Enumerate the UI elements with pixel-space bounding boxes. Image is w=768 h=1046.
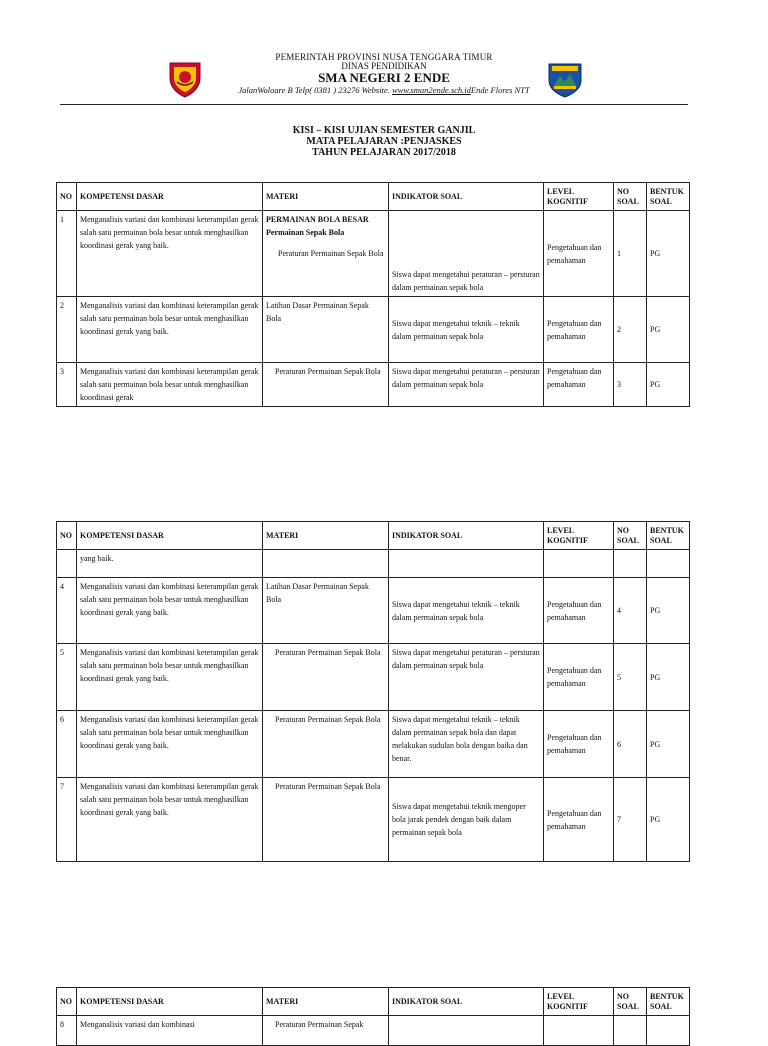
col-no-soal: NO SOAL <box>614 522 647 550</box>
row-no-soal: 1 <box>614 211 647 297</box>
address-prefix: JalanWoloare B Telp( 0381 ) 23276 Website. <box>238 85 392 95</box>
grid-table-page-2 <box>56 521 690 862</box>
table-row-continued <box>57 550 690 578</box>
row-bentuk: PG <box>647 578 690 644</box>
row-no: 2 <box>57 297 77 363</box>
table-row <box>57 1016 690 1046</box>
col-bentuk: BENTUK SOAL <box>647 988 690 1016</box>
row-materi <box>263 211 389 297</box>
row-kompetensi: Menganalisis variasi dan kombinasi keterampilan gerak salah satu permainan bola besar untuk menghasilkan koordinasi gerak yang baik. <box>77 297 263 363</box>
row-no: 1 <box>57 211 77 297</box>
col-indikator: INDIKATOR SOAL <box>389 988 544 1016</box>
row-bentuk: PG <box>647 644 690 711</box>
row-level: Pengetahuan dan pemahaman <box>544 578 614 644</box>
row-level: Pengetahuan dan pemahaman <box>544 297 614 363</box>
government-line: PEMERINTAH PROVINSI NUSA TENGGARA TIMUR <box>275 52 493 62</box>
col-kompetensi: KOMPETENSI DASAR <box>77 183 263 211</box>
row-kompetensi: Menganalisis variasi dan kombinasi keterampilan gerak salah satu permainan bola besar untuk menghasilkan koordinasi gerak yang baik. <box>77 211 263 297</box>
col-bentuk: BENTUK SOAL <box>647 183 690 211</box>
row-kompetensi: Menganalisis variasi dan kombinasi keterampilan gerak salah satu permainan bola besar untuk menghasilkan koordinasi gerak yang baik. <box>77 644 263 711</box>
table-row <box>57 363 690 407</box>
grid-table-page-1 <box>56 182 690 407</box>
row-indikator: Siswa dapat mengetahui peraturan – persturan dalam permainan sepak bola <box>389 363 544 407</box>
table-row <box>57 711 690 778</box>
document-title <box>0 125 768 158</box>
row-materi: Peraturan Permainan Sepak <box>263 1016 389 1046</box>
row-no-soal: 2 <box>614 297 647 363</box>
row-materi: Peraturan Permainan Sepak Bola <box>263 363 389 407</box>
row-bentuk: PG <box>647 297 690 363</box>
col-bentuk: BENTUK SOAL <box>647 522 690 550</box>
col-no: NO <box>57 183 77 211</box>
col-level: LEVEL KOGNITIF <box>544 522 614 550</box>
row-bentuk: PG <box>647 778 690 862</box>
row-indikator: Siswa dapat mengetahui teknik – teknik dalam permainan sepak bola <box>389 578 544 644</box>
row-materi: Latihan Dasar Permainan Sepak Bola <box>263 578 389 644</box>
row-level: Pengetahuan dan pemahaman <box>544 644 614 711</box>
col-materi: MATERI <box>263 988 389 1016</box>
row-kompetensi: yang baik. <box>77 550 263 578</box>
row-indikator: Siswa dapat mengetahui teknik mengoper bola jarak pendek dengan baik dalam permainan sepak bola <box>389 778 544 862</box>
row-no-soal: 3 <box>614 363 647 407</box>
row-kompetensi: Menganalisis variasi dan kombinasi keterampilan gerak salah satu permainan bola besar untuk menghasilkan koordinasi gerak <box>77 363 263 407</box>
col-no-soal: NO SOAL <box>614 183 647 211</box>
row-kompetensi: Menganalisis variasi dan kombinasi keterampilan gerak salah satu permainan bola besar untuk menghasilkan koordinasi gerak yang baik. <box>77 778 263 862</box>
row-no-soal: 7 <box>614 778 647 862</box>
row-materi: Peraturan Permainan Sepak Bola <box>263 778 389 862</box>
row-bentuk: PG <box>647 711 690 778</box>
row-no: 4 <box>57 578 77 644</box>
school-name: SMA NEGERI 2 ENDE <box>318 70 450 85</box>
materi-heading: PERMAINAN BOLA BESAR <box>266 215 369 224</box>
table-row <box>57 297 690 363</box>
col-materi: MATERI <box>263 522 389 550</box>
row-materi: Latihan Dasar Permainan Sepak Bola <box>263 297 389 363</box>
col-kompetensi: KOMPETENSI DASAR <box>77 522 263 550</box>
col-no: NO <box>57 522 77 550</box>
col-materi: MATERI <box>263 183 389 211</box>
table-header-row <box>57 183 690 211</box>
table-header-row <box>57 522 690 550</box>
col-kompetensi: KOMPETENSI DASAR <box>77 988 263 1016</box>
row-no-soal: 4 <box>614 578 647 644</box>
table-row <box>57 778 690 862</box>
row-no: 6 <box>57 711 77 778</box>
address-line <box>0 85 768 96</box>
table-row <box>57 644 690 711</box>
row-no: 5 <box>57 644 77 711</box>
col-indikator: INDIKATOR SOAL <box>389 522 544 550</box>
row-kompetensi: Menganalisis variasi dan kombinasi <box>77 1016 263 1046</box>
col-level: LEVEL KOGNITIF <box>544 988 614 1016</box>
row-level: Pengetahuan dan pemahaman <box>544 711 614 778</box>
row-indikator: Siswa dapat mengetahui teknik – teknik dalam permainan sepak bola dan dapat melakukan sudulan bola dengan baika dan benar. <box>389 711 544 778</box>
title-line-1: KISI – KISI UJIAN SEMESTER GANJIL <box>292 125 476 136</box>
row-kompetensi: Menganalisis variasi dan kombinasi keterampilan gerak salah satu permainan bola besar untuk menghasilkan koordinasi gerak yang baik. <box>77 578 263 644</box>
col-no-soal: NO SOAL <box>614 988 647 1016</box>
row-level: Pengetahuan dan pemahaman <box>544 778 614 862</box>
row-no: 7 <box>57 778 77 862</box>
col-level: LEVEL KOGNITIF <box>544 183 614 211</box>
col-no: NO <box>57 988 77 1016</box>
row-indikator: Siswa dapat mengetahui teknik – teknik dalam permainan sepak bola <box>389 297 544 363</box>
website-link[interactable]: www.sman2ende.sch.id <box>391 85 471 95</box>
row-kompetensi: Menganalisis variasi dan kombinasi keterampilan gerak salah satu permainan bola besar untuk menghasilkan koordinasi gerak yang baik. <box>77 711 263 778</box>
row-indikator: Siswa dapat mengetahui peraturan – persturan dalam permainan sepak bola <box>389 644 544 711</box>
col-indikator: INDIKATOR SOAL <box>389 183 544 211</box>
materi-text: Peraturan Permainan Sepak Bola <box>278 249 384 258</box>
grid-table-page-3 <box>56 987 690 1046</box>
letterhead <box>0 52 768 96</box>
row-no-soal: 6 <box>614 711 647 778</box>
table-header-row <box>57 988 690 1016</box>
row-bentuk: PG <box>647 363 690 407</box>
table-row <box>57 211 690 297</box>
department-line: DINAS PENDIDIKAN <box>341 61 427 71</box>
row-level: Pengetahuan dan pemahaman <box>544 211 614 297</box>
row-materi: Peraturan Permainan Sepak Bola <box>263 644 389 711</box>
address-suffix: Ende Flores NTT <box>470 85 530 95</box>
row-level: Pengetahuan dan pemahaman <box>544 363 614 407</box>
header-divider <box>60 104 688 105</box>
row-no-soal: 5 <box>614 644 647 711</box>
materi-subheading: Permainan Sepak Bola <box>266 228 345 237</box>
row-no: 3 <box>57 363 77 407</box>
row-indikator: Siswa dapat mengetahui peraturan – persturan dalam permainan sepak bola <box>389 211 544 297</box>
table-row <box>57 578 690 644</box>
title-line-3: TAHUN PELAJARAN 2017/2018 <box>312 147 456 158</box>
row-bentuk: PG <box>647 211 690 297</box>
row-materi: Peraturan Permainan Sepak Bola <box>263 711 389 778</box>
row-no: 8 <box>57 1016 77 1046</box>
title-line-2: MATA PELAJARAN :PENJASKES <box>306 136 462 147</box>
